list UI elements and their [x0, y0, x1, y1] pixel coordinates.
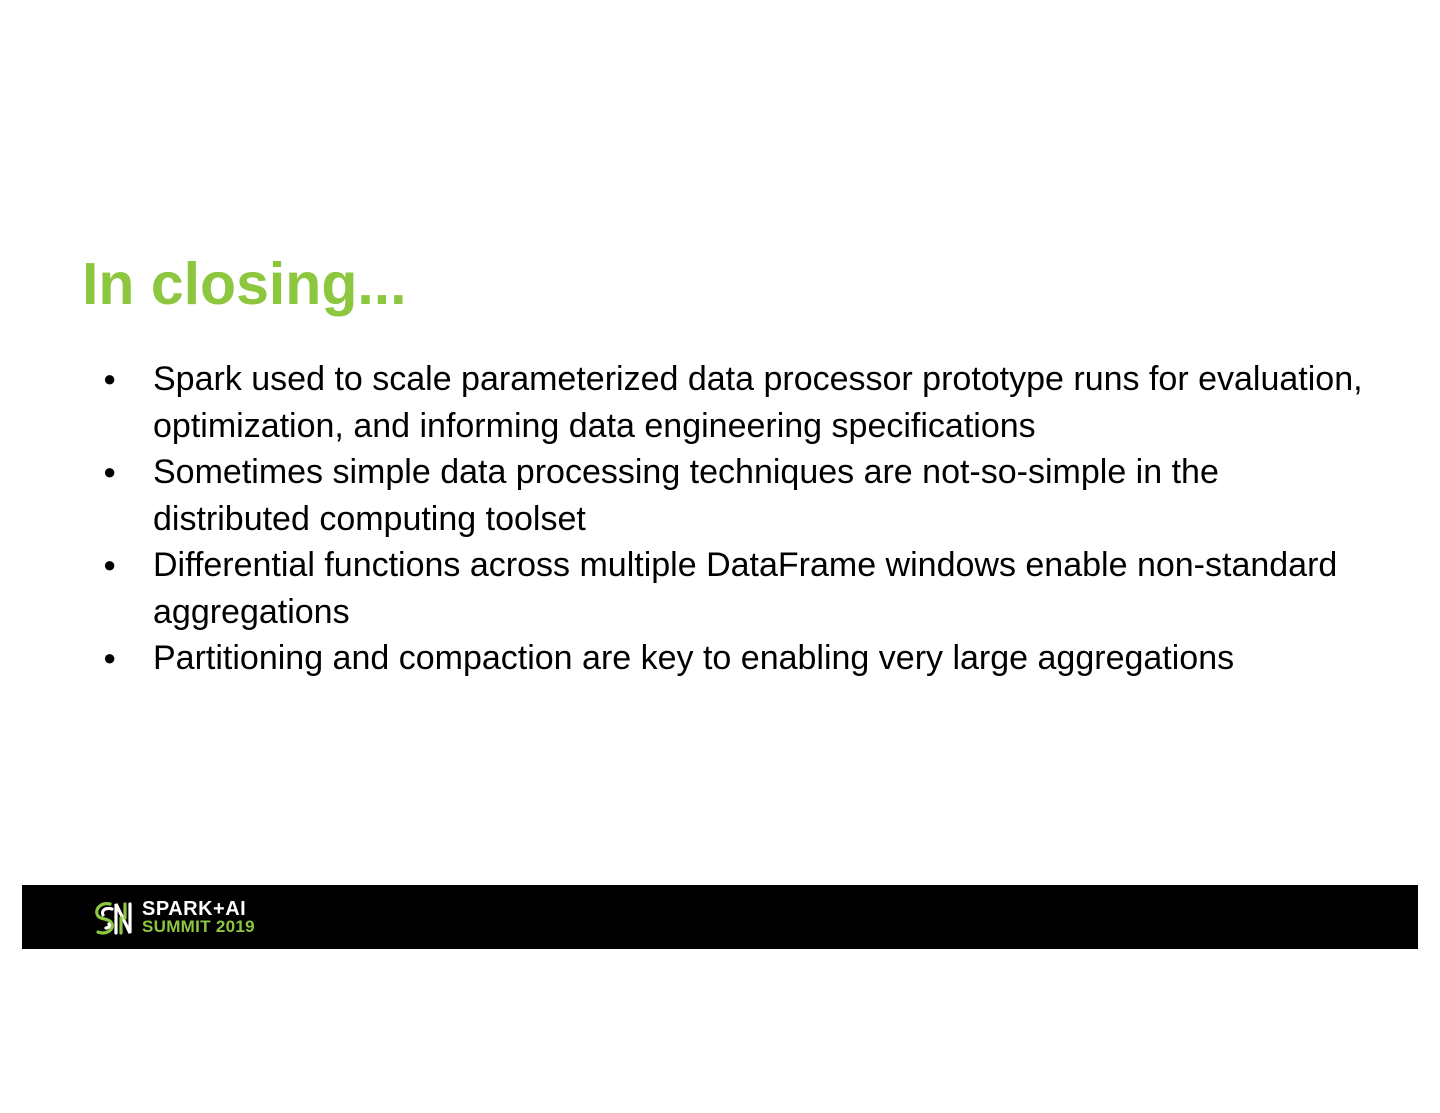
bullet-text: Partitioning and compaction are key to enabling very large aggregations	[153, 639, 1235, 677]
bullet-list	[103, 356, 1373, 682]
bullet-item	[103, 356, 1373, 449]
bullet-text: Sometimes simple data processing techniques are not-so-simple in the distributed computing toolset	[153, 453, 1219, 538]
bullet-text: Spark used to scale parameterized data processor prototype runs for evaluation, optimization, and informing data engineering specifications	[153, 360, 1363, 445]
bullet-marker: ●	[103, 459, 117, 484]
slide-title: In closing...	[82, 251, 407, 317]
spark-ai-summit-logo-icon	[92, 898, 136, 938]
bullet-text: Differential functions across multiple DataFrame windows enable non-standard aggregations	[153, 546, 1338, 631]
bullet-item	[103, 542, 1373, 635]
bullet-marker: ●	[103, 552, 117, 577]
bullet-item	[103, 635, 1373, 682]
logo-text	[142, 900, 255, 936]
logo-text-line2: SUMMIT 2019	[142, 917, 255, 936]
logo-text-line1: SPARK+AI	[142, 898, 247, 920]
event-logo	[92, 897, 255, 939]
bullet-marker: ●	[103, 366, 117, 391]
bullet-item	[103, 449, 1373, 542]
bullet-marker: ●	[103, 645, 117, 670]
footer-bar	[22, 885, 1418, 949]
